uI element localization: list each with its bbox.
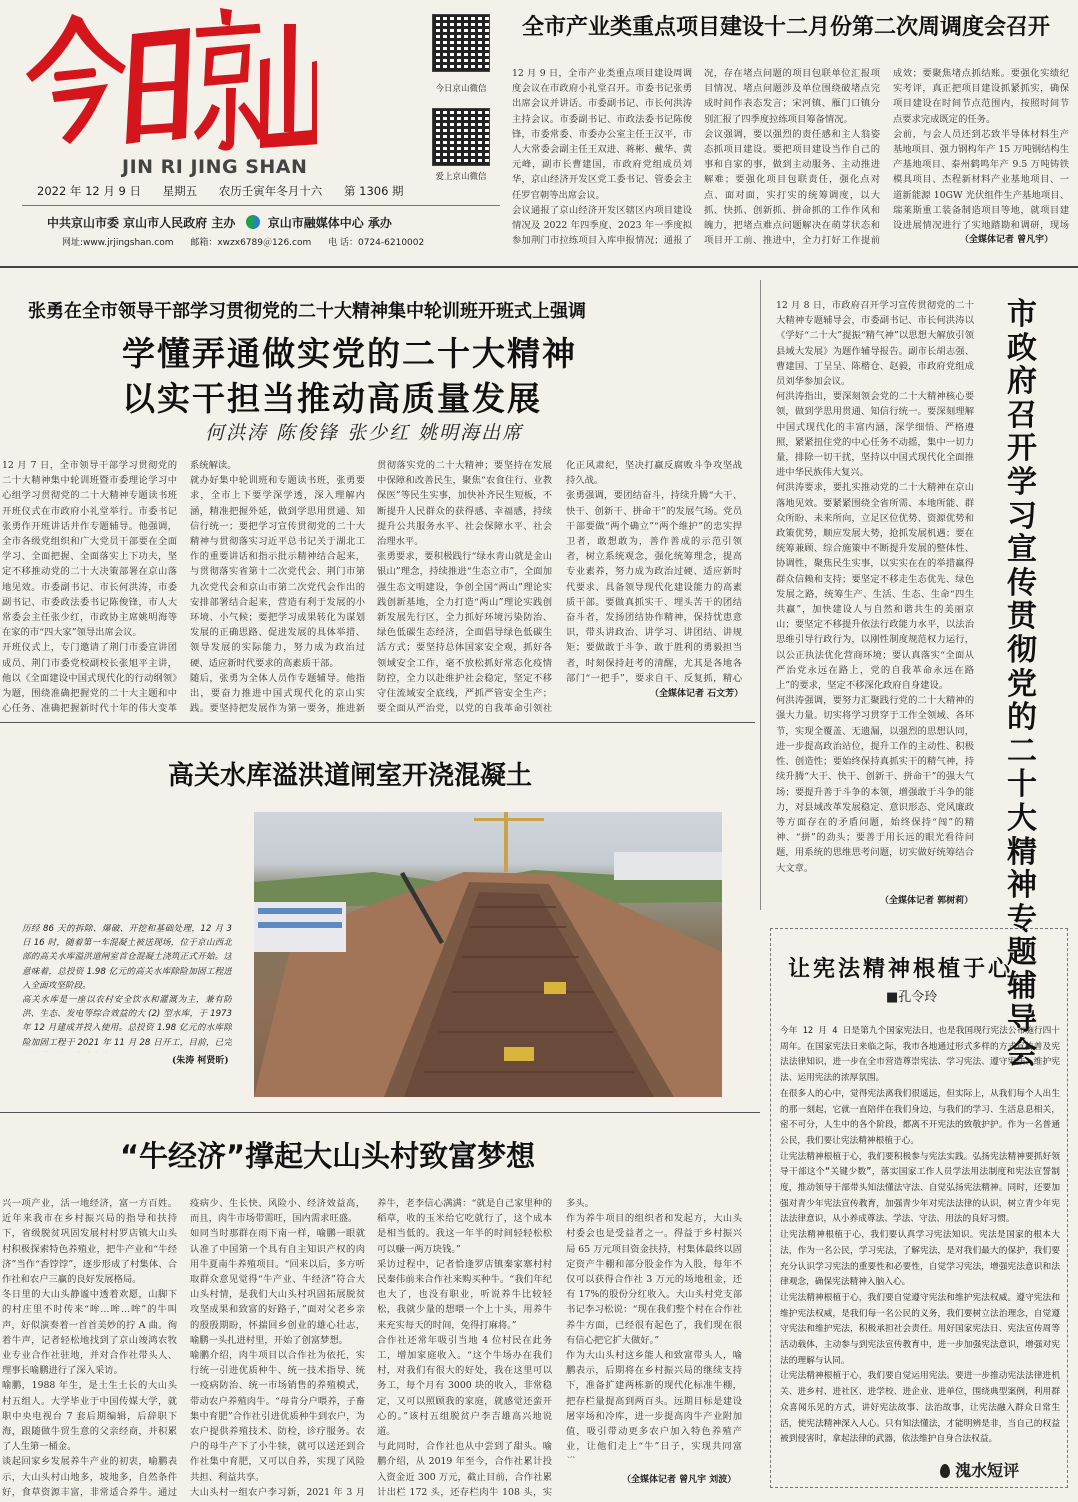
top-story-col3: 成效；要聚焦堵点抓结账。要强化实绩纪实考评，真正把项目建设抓紧抓实，确保项目建设在时间节点范围内，按照时间节点要求完成既定的任务。 会前，与会人员还到芯致半导体材料生产基地项目、强力钢构年产 15 万吨钢结构生产基地项目、泰州鹤鸣年产 9.5 万吨铸铁模具项目、杰程新材料产业基地项目、一道新能源 10GW 光伏组件生产基地项目、瑞莱斯重工装备制造项目等地，就项目建设进展情况进行了实地踏勘和调研，现场: [893, 68, 1069, 231]
email[interactable]: 邮箱：xwzx6789＠126.com: [190, 238, 312, 248]
photo-caption: 历经 86 天的拆除、爆破、开挖和基础处理，12 月 3 日 16 时，随着第一车混凝土被送现场，位于京山西北部的高关水库溢洪道闸室首仓混凝土浇筑正式开始。这意味着，总投资 1.98 亿元的高关水库除险加固工程进入全面攻坚阶段。 高关水库是一座以农村安全饮水和灌溉为主，兼有防洪、生态、发电等综合效益的大 (2) 型水库，于 1973 年 12 月建成并投入使用。总投资 1.98 亿元的水库除险加固工程于 2021 年 11 月 28 日开工，目前，已完: [22, 924, 232, 1048]
sponsor-line: [47, 214, 392, 231]
photo-byline: (朱涛 柯贤昕): [172, 1056, 229, 1066]
econ-byline: （全媒体记者 曾凡宇 刘波）: [622, 1475, 737, 1485]
lead-headline-2: 以实干担当推动高质量发展: [122, 379, 542, 418]
issue-number: 第 1306 期: [343, 184, 404, 198]
lead-byline: （全媒体记者 石文芳）: [650, 689, 744, 699]
lead-subheadline: 何洪涛 陈俊锋 张少红 姚明海出席: [205, 422, 524, 444]
qr2-label: 爱上京山微信: [435, 172, 487, 182]
column-title: 让宪法精神根植于心: [788, 956, 1014, 982]
lead-headline-1: 学懂弄通做实党的二十大精神: [122, 334, 577, 373]
column-author: ■孔令玲: [886, 990, 938, 1005]
lunar-date: 农历壬寅年冬月十六: [218, 184, 323, 198]
lead-kicker: 张勇在全市领导干部学习贯彻党的二十大精神集中轮训班开班式上强调: [28, 301, 586, 322]
masthead-pinyin: JIN RI JING SHAN: [122, 156, 308, 178]
econ-col2: 疫病少、生长快、风险小、经济效益高，而且，肉牛市场带需旺，国内需求旺盛。 如同当时那群在雨下南一样，喻鹏一眼就认准了中国第一个具有自主知识产权的肉用牛夏南牛养殖项目。“回来以后，多方听取群众意见觉得“牛产业、牛经济”符合大山头村情，是我们大山头村巩固拓展脱贫攻坚成果和致富的好路子，”面对父老乡亲的殷殷期盼，怀揣回乡创业的雄心壮志，喻鹏一头扎进村里，开始了创富梦想。 喻鹏介绍，肉牛项目以合作社为依托，实行统一引进优质种牛、统一技术指导、统一疫病防治、统一市场销售的养殖模式，带动农户养殖肉牛。“母肯分户喂养，子畜集中育肥”合作社引进优质种牛到农户，为农户提供养殖技术、防检，诊疗服务。农户的母牛产下了小牛犊，就可以送还到合作社集中育肥，又可以自养，实现了风险共担、利益共享。 大山头村一组农户李习新，2021 年 3 月: [190, 1198, 365, 1498]
top-story-headline: 全市产业类重点项目建设十二月份第二次周调度会召开: [522, 14, 1051, 40]
lead-col3: 贯彻落实党的二十大精神；要坚持在发展中保障和改善民生，聚焦“农食住行、业教保医”等民生实事，加快补齐民生短板，不断提升人民群众的获得感、幸福感，持续提升公共服务水平、社会保障水平、社会治理水平。 张勇要求，要积极践行“绿水青山就是金山银山”理念，持续推进“生态立市”，全面加强生态文明建设，争创全国“两山”理论实践创新基地，全力打造“两山”理论实践创新发展先行区，全力抓好环境污染防治、绿色低碳生态经济，全面倡导绿色低碳生活方式；要坚持总体国家安全观，抓好各领域安全工作，毫不放松抓好常态化疫情防控，全力以赴维护社会稳定，坚定不移守住流域安全底线，严抓严管安全生产；要全面从严治党，以党的自我革命引领社: [377, 460, 552, 714]
econ-col3: 养牛，老李信心满满：“就是自己家里种的稻草，收的玉米给它吃就行了，这个成本是相当低的。我这一年半的时间轻轻松松可以赚一两万块钱。” 采访过程中，记者恰逢罗店镇秦家寨村村民秦伟前来合作社来购买种牛。“我们年纪也大了，也没有职业，听说养牛比较轻松，我就少量的想喂一个上十头，用养牛来充实每天的时间，免得打麻将。” 合作社还常年吸引当地 4 位村民在此务工，增加家庭收入。“这个牛场办在我们村，对我们有很大的好处，我在这里可以务工，每个月有 3000 块的收入，非常稳定，又可以照顾我的家庭，就感觉还蛮开心的。”该村五组脱贫户李吉雄高兴地说道。 与此同时，合作社也从中尝到了甜头。喻鹏介绍，从 2019 年至今，合作社累计投入资金近 300 万元，截止目前，合作社累计出栏 172 头，还存栏肉牛 108 头，实: [377, 1198, 552, 1498]
phone: 电 话：0724-6210002: [328, 238, 425, 248]
website[interactable]: 网址:www.jrjingshan.com: [62, 238, 174, 248]
sponsor-text: 中共京山市委 京山市人民政府 主办: [47, 216, 236, 230]
qr-code-icon: [432, 108, 490, 166]
side-story-col: 12 月 8 日，市政府召开学习宣传贯彻党的二十大精神专题辅导会，市委副书记、市长何洪涛以《学好“二十大”提振“精气神”以思想大解放引领县域大发展》为题作辅导报告。副市长胡志强、曹建国、丁呈呈、陈楷仓、赵毅，市政府党组成员刘华参加会议。 何洪涛指出，要深刻领会党的二十大精神核心要领，做到学思用贯通、知信行统一。要深刻理解中国式现代化的丰富内涵，深学细悟、严格遵照，紧紧扭住党的中心任务不动摇，集中一切力量，排除一切干扰，坚持以中国式现代化全面推进中华民族伟大复兴。 何洪涛要求，要扎实推动党的二十大精神在京山落地见效。要紧紧围绕全省所需、本地所能、群众所盼、未来所向，立足区位优势、资源优势和政策优势，顺应发展大势，抢抓发展机遇；要在统筹兼顾、综合施策中不断提升发展的整体性、协调性，聚焦民生实事，以实实在在的举措赢得群众信赖和支持；要坚定不移走生态优先、绿色发展之路，统筹生产、生活、生态、生命“四生共赢”，加快建设人与自然和谐共生的美丽京山；要坚定不移提升依法行政能力水平，以法治思维引导行政行为，以刚性制度规范权力运行，以公正执法优化营商环境；要认真落实“全面从严治党永远在路上，党的自我革命永远在路上”的要求，坚定不移深化政府自身建设。 何洪涛强调，要努力汇聚践行党的二十大精神的强大力量。切实将学习贯穿于工作全领域、各环节，实现全覆盖、无遗漏，以强烈的思想认同，进一步提高政治站位，提升工作的主动性、积极性、创造性；要始终保持真抓实干的精气神，持续升腾“大干、快干、创新干、拼命干”的强大气场；要提升善于斗争的本领，增强敢于斗争的能力，对县域改革发展稳定、意识形态、党风廉政等方面存在的矛盾问题，始终保持“闯”的精神、“拼”的劲头；要善于用长远的眼光看待问题，用系统的思维思考问题，切实做好统筹结合大文章。: [776, 300, 974, 874]
column-badge: [940, 1458, 1019, 1481]
newspaper-logo: [22, 4, 317, 162]
ink-drop-icon: [940, 1464, 950, 1478]
reservoir-construction-photo: [254, 812, 722, 1097]
date-line: [37, 183, 404, 199]
top-story-byline: （全媒体记者 曾凡宇）: [960, 235, 1054, 245]
weekday: 星期五: [162, 184, 198, 198]
lead-col4: 化正风肃纪，坚决打赢反腐败斗争攻坚战持久战。 张勇强调，要团结奋斗，持续升腾“大干、快干、创新干、拼命干”的发展气场。党员干部要做“两个确立”“两个维护”的忠实捍卫者，敢想敢为，善作善成的示范引领者，树立系统观念，强化统筹理念，提高专业素养，努力成为政治过硬、适应新时代要求、具备领导现代化建设能力的高素质干部。要做真抓实干、埋头苦干的团结奋斗者，发扬团结协作精神，保持忧患意识，带头讲政治、讲学习、讲团结、讲规矩；要做敢于斗争、敢于胜利的勇毅担当者，时刻保持赶考的清醒，尤其是各地各部门“一把手”，要求自干、反复抓，精心: [566, 460, 742, 683]
organizer-logo-icon: [246, 215, 260, 229]
lead-col1: 12 月 7 日，全市领导干部学习贯彻党的二十大精神集中轮训班暨市委理论学习中心组学习贯彻党的二十大精神专题读书班开班仪式在市政府小礼堂举行。市委书记张勇作开班讲话并作专题辅导。他强调，全市各级党组织和广大党员干部要在全面学习、全面把握、全面落实上下功夫，坚定不移推动党的二十大决策部署在京山落地见效。市委副书记、市长何洪涛，市委副书记、市委政法委书记陈俊锋，市人大常委会主任张少红，市政协主席姚明海等在家的市“四大家”领导出席会议。 开班仪式上，专门邀请了荆门市委宣讲团成员、荆门市委党校副校长张旭平主讲，他以《全面建设中国式现代化的行动纲领》为题，围绕准确把握党的二十大主题和中心任务、准确把握新时代十年的伟大变革: [2, 460, 177, 714]
photo-story-headline: 高关水库溢洪道闸室开浇混凝土: [168, 761, 533, 791]
issue-date: 2022 年 12 月 9 日: [37, 184, 141, 198]
side-story-vertical-title: 市政府召开学习宣传贯彻党的二十大精神专题辅导会: [1007, 297, 1037, 1072]
econ-col4: 多头。 作为养牛项目的组织者和发起方，大山头村委会也是受益者之一。得益于乡村振兴局 65 万元项目资金扶持，村集体最终以固定资产牛棚和部分股金作为入股，每年不仅可以获得合作社 3 万元的场地租金，还有 17%的股份分红收入。大山头村党支部书记李习松说：“现在我们整个村在合作社养牛方面，已经很有起色了，我们现在很有信心把它扩大做好。” 作为大山头村这乡能人和致富带头人，喻鹏表示，后期将在乡村振兴局的继续支持下，准备扩建两栋新的现代化标准牛棚，把存栏量提高到两百头。远期目标是建设屠宰场和冷库，进一步提高肉牛产业附加值，吸引带动更多农户加入特色养殖产业，让他们走上“牛”日子，实现共同富: [566, 1198, 742, 1453]
side-story-byline: （全媒体记者 郭树莉）: [880, 896, 974, 906]
econ-story-headline: “牛经济”撑起大山头村致富梦想: [120, 1139, 536, 1173]
organizer-text: 京山市融媒体中心 承办: [267, 216, 392, 230]
column-text: 今年 12 月 4 日是第九个国家宪法日，也是我国现行宪法公布施行四十周年。在国家宪法日来临之际，我市各地通过形式多样的方式宣传普及宪法法律知识，进一步在全市营造尊崇宪法、学习宪法、遵守宪法、维护宪法、运用宪法的浓厚氛围。 在很多人的心中，觉得宪法离我们很遥远，但实际上，从我们每个人出生的那一刻起，它就一直陪伴在我们身边，与我们的学习、生活息息相关，密不可分，人生中的各个阶段，都离不开宪法的致敬护护。作为一名普通公民，我们要让宪法精神根植于心。 让宪法精神根植于心，我们要积极参与宪法实践。弘扬宪法精神要抓好领导干部这个“关键少数”，落实国家工作人员学法用法制度和宪法宣誓制度，推动领导干部带头知法懂法守法、自觉弘扬宪法精神。同时，还要加强对青少年宪法宣传教育，加强青少年对宪法法律的认识，树立青少年宪法法律意识，从小养成尊法、学法、守法、用法的良好习惯。 让宪法精神根植于心，我们要认真学习宪法知识。宪法是国家的根本大法，作为一名公民，学习宪法，了解宪法，是对我们最大的保护，我们要充分认识学习宪法的重要性和必要性，自觉学习宪法，增强宪法意识和法律观念，确保宪法精神入脑入心。 让宪法精神根植于心，我们要自觉遵守宪法和维护宪法权威。遵守宪法和维护宪法权威，是我们每一名公民的义务，我们要树立法治理念，自觉遵守宪法和维护宪法，积极承担社会责任。用好国家宪法日、宪法宣传周等活动载体，主动参与到宪法宣传教育中，进一步加强宪法意识，增强对宪法的理解与认同。 让宪法精神根植于心，我们要自觉运用宪法。要进一步推动宪法法律进机关、进乡村、进社区、进学校、进企业、进单位，围绕典型案例，利用群众喜闻乐见的方式，讲好宪法故事、法治故事，让宪法融入群众日常生活，使宪法精神深入人心。只有知法懂法，才能明辨是非，当自己的权益被到侵害时，拿起法律的武器，依法维护自身合法权益。: [780, 1026, 1060, 1445]
lead-col2: 系统解读。 就办好集中轮训班和专题读书班，张勇要求，全市上下要学深学透，深入理解内涵，精准把握外延，做到学思用贯通、知信行统一；要把学习宣传贯彻党的二十大精神与贯彻落实习近平总书记关于湖北工作的重要讲话和指示批示精神结合起来，与贯彻落实省第十二次党代会、荆门市第九次党代会和京山市第二次党代会作出的安排部署结合起来，营造有利于发展的小环境、小气候；要把学习成果转化为谋划发展的正确思路、促进发展的具体举措、领导发展的实际能力，努力成为政治过硬、适应新时代要求的高素质干部。 随后，张勇为全体人员作专题辅导。他指出，要奋力推进中国式现代化的京山实践。要坚持把发展作为第一要务，推进新: [190, 460, 365, 714]
top-story-col1: 12 月 9 日，全市产业类重点项目建设周调度会议在市政府小礼堂召开。市委书记张勇出席会议并讲话。市委副书记、市长何洪涛主持会议。市委副书记、市政法委书记陈俊锋，市委常委、市委办公室主任王汉平，市人大常委会副主任王双进、蒋彬、戴华、黄元峰，副市长曹建国，市政府党组成员刘华，京山经济开发区党工委书记、管委会主任罗官朝等出席会议。 会议通报了京山经济开发区辖区内项目建设情况及 2022 年四季度、2023 年一季度拟参加荆门市拉练项目入库申报情况；通报了: [512, 68, 692, 246]
column-badge-text: 溾水短评: [955, 1461, 1020, 1480]
qr-code-icon: [432, 14, 490, 72]
qr1-label: 今日京山微信: [435, 84, 487, 94]
econ-col1: 兴一项产业，活一地经济，富一方百姓。近年来我市在乡村振兴局的指导和扶持下，省级脱贫巩固发展村村罗店镇大山头村积极探索特色养殖业，把牛产业和“牛经济”当作“香饽饽”，逐步形成了村集体、合作社和农户三赢的良好发展格局。 冬日里的大山头静谧中透着欢愿，山脚下的村庄里不时传来“哞…哞…哞”的牛叫声，好似演奏着一首首美妙的拧 A 曲。徇着牛声，记者轻松地找到了京山竣鸿农牧业专业合作社驻地，并对合作社带头人、理事长喻鹏进行了深入采访。 喻鹏，1988 年生，是土生土长的大山头村五组人。大学毕业于中国传媒大学，就职中央电视台 7 套后期编辑，后辞职下海，跟随做牛贸生意的父亲经商，并积累了人生第一桶金。 谈起回家乡发展养牛产业的初衷，喻鹏表示，大山头村山地多，坡地多，自然条件好，食草资源丰富，非常适合养牛。通过: [2, 1198, 177, 1498]
top-story-col2: 况，存在堵点问题的项目包联单位汇报项目情况、堵点问题涉及单位围绕破堵点完成时间作表态发言；宋河镇、雁门口镇分别汇报了四季度拉练项目筹备情况。 会议强调，要以强烈的责任感和主人翁姿态抓项目建设。要把项目建设当作自己的事和自家的事，做到主动服务、主动推进解难；要强化项目包联责任，强化点对点、面对面，实打实的统筹调度，以大抓、快抓、创新抓、拼命抓的工作作风和魄力，把堵点难点问题解决在萌芽状态和项目开工前、推进中，全力打好工作提前: [704, 68, 880, 246]
contact-line: [62, 235, 424, 248]
